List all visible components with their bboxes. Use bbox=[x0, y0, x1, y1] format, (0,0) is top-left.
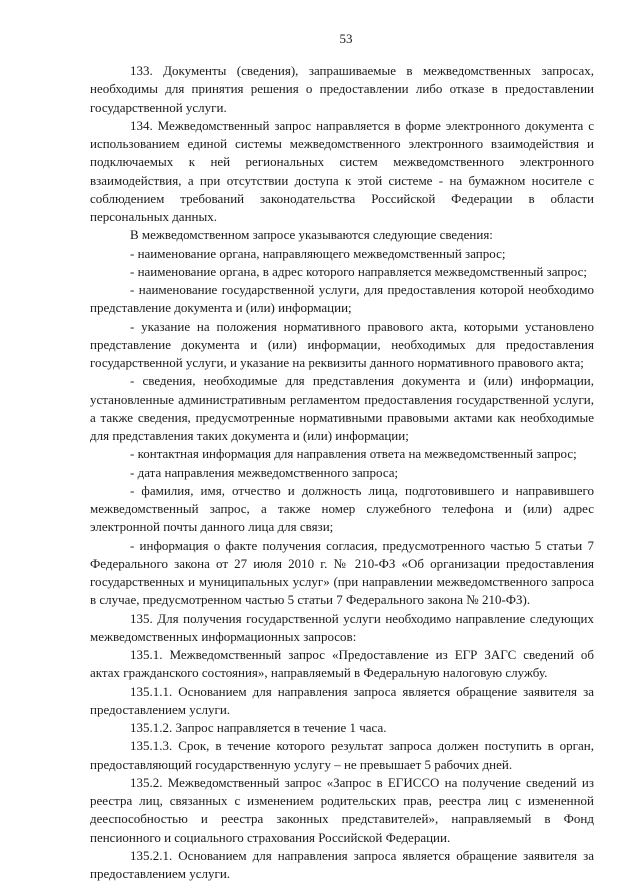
document-body bbox=[90, 62, 594, 883]
paragraph-135-1-2: 135.1.2. Запрос направляется в течение 1 часа. bbox=[130, 720, 387, 735]
paragraph-135-1-3: 135.1.3. Срок, в течение которого результат запроса должен поступить в орган, предоставляющий государственную услугу – не превышает 5 рабочих дней. bbox=[90, 738, 594, 772]
list-item-required-info: - сведения, необходимые для представления документа и (или) информации, установленные административным регламентом предоставления государственной услуги, а также сведения, предусмотренные нормативными правовыми актами как необходимые для представления таких документа и (или) информации; bbox=[90, 373, 594, 443]
paragraph-135-2-1: 135.2.1. Основанием для направления запроса является обращение заявителя за предоставлением услуги. bbox=[90, 847, 594, 881]
page-number: 53 bbox=[339, 31, 353, 46]
list-item-recipient-agency: - наименование органа, в адрес которого направляется межведомственный запрос; bbox=[130, 263, 587, 279]
list-item-consent-info: - информация о факте получения согласия, предусмотренного частью 5 статьи 7 Федерального закона от 27 июля 2010 г. № 210-ФЗ «Об организации предоставления государственных и муниципальных услуг» (при направлении межведомственного запроса в случае, предусмотренном частью 5 статьи 7 Федерального закона № 210-ФЗ). bbox=[90, 537, 594, 608]
list-item-sender-agency: - наименование органа, направляющего межведомственный запрос; bbox=[130, 245, 506, 261]
paragraph-request-contents-intro: В межведомственном запросе указываются следующие сведения: bbox=[130, 227, 493, 243]
paragraph-135-2: 135.2. Межведомственный запрос «Запрос в ЕГИССО на получение сведений из реестра лиц, связанных с изменением родительских прав, реестра лиц с измененной дееспособностью и реестра законных представителей», направляемый в Фонд пенсионного и социального страхования Российской Федерации. bbox=[90, 774, 594, 845]
list-item-legal-act: - указание на положения нормативного правового акта, которыми установлено представление документа и (или) информации, необходимых для предоставления государственной услуги, и указание на реквизиты данного нормативного правового акта; bbox=[90, 318, 594, 370]
paragraph-135-1: 135.1. Межведомственный запрос «Предоставление из ЕГР ЗАГС сведений об актах гражданского состояния», направляемый в Федеральную налоговую службу. bbox=[90, 647, 594, 681]
paragraph-133: 133. Документы (сведения), запрашиваемые в межведомственных запросах, необходимы для принятия решения о предоставлении либо отказе в предоставлении государственной услуги. bbox=[90, 63, 594, 115]
list-item-contact-info: - контактная информация для направления ответа на межведомственный запрос; bbox=[130, 446, 577, 462]
list-item-responsible-person: - фамилия, имя, отчество и должность лица, подготовившего и направившего межведомственный запрос, а также номер служебного телефона и (или) адрес электронной почты данного лица для связи; bbox=[90, 482, 594, 535]
list-item-request-date: - дата направления межведомственного запроса; bbox=[130, 464, 399, 480]
list-item-service-name: - наименование государственной услуги, для предоставления которой необходимо представление документа и (или) информации; bbox=[90, 282, 594, 316]
paragraph-135-1-1: 135.1.1. Основанием для направления запроса является обращение заявителя за предоставлением услуги. bbox=[90, 683, 594, 717]
paragraph-135: 135. Для получения государственной услуги необходимо направление следующих межведомственных информационных запросов: bbox=[90, 610, 594, 644]
paragraph-134: 134. Межведомственный запрос направляется в форме электронного документа с использованием единой системы межведомственного электронного взаимодействия и подключаемых к ней региональных систем межведомственного электронного взаимодействия, а при отсутствии доступа к этой системе - на бумажном носителе с соблюдением требований законодательства Российской Федерации в области персональных данных. bbox=[90, 117, 594, 224]
